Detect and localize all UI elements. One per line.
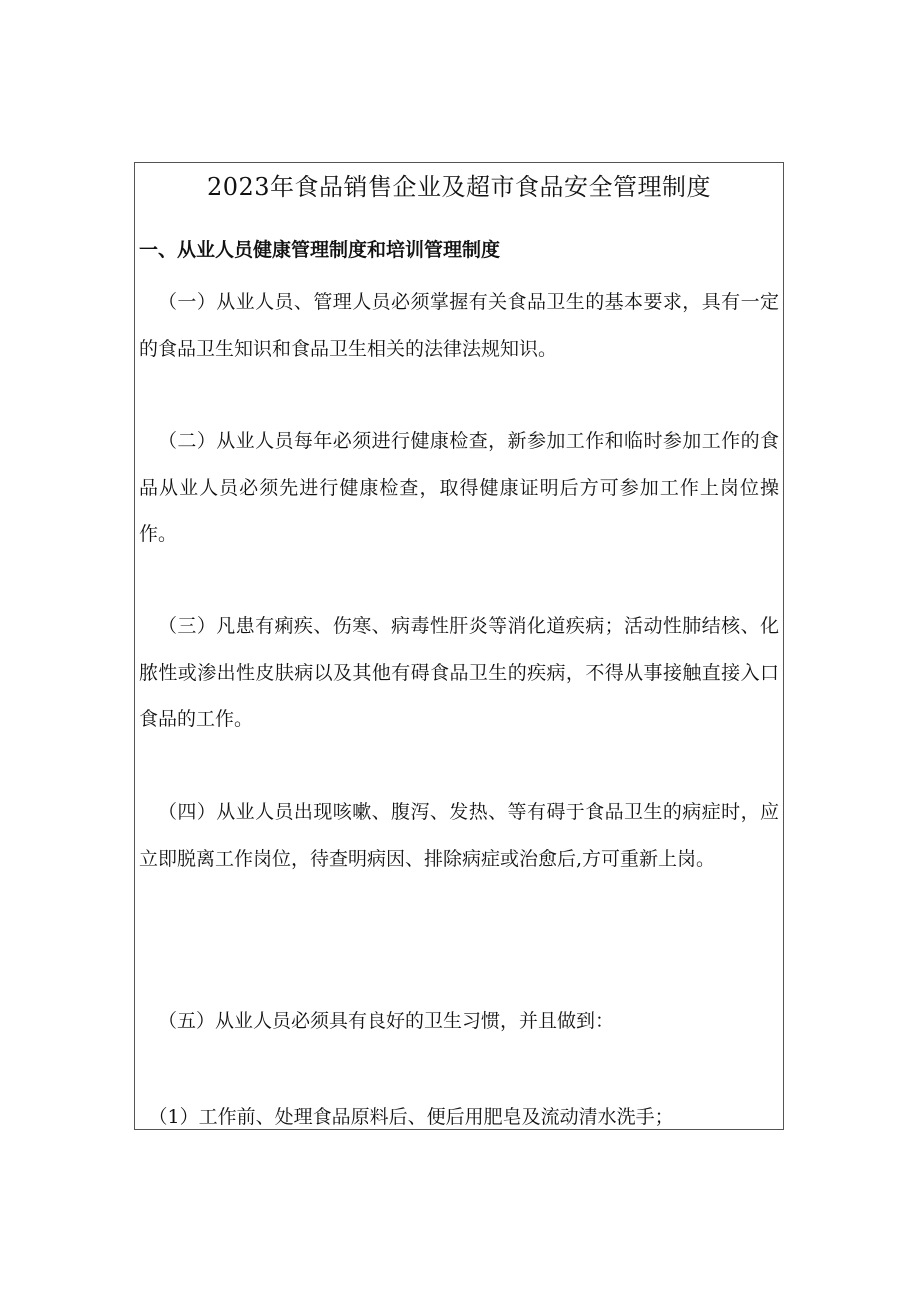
paragraph-5: （五）从业人员必须具有良好的卫生习惯，并且做到： bbox=[158, 1010, 615, 1032]
section-heading: 一、从业人员健康管理制度和培训管理制度 bbox=[139, 239, 501, 261]
document-title: 2023年食品销售企业及超市食品安全管理制度 bbox=[206, 173, 712, 201]
document-frame bbox=[134, 162, 784, 1130]
paragraph-4: （四）从业人员出现咳嗽、腹泻、发热、等有碍于食品卫生的病症时，应立即脱离工作岗位，待查明病因、排除病症或治愈后,方可重新上岗。 bbox=[139, 801, 779, 870]
paragraph-1: （一）从业人员、管理人员必须掌握有关食品卫生的基本要求，具有一定的食品卫生知识和食品卫生相关的法律法规知识。 bbox=[139, 291, 779, 360]
paragraph-2: （二）从业人员每年必须进行健康检查，新参加工作和临时参加工作的食品从业人员必须先进行健康检查，取得健康证明后方可参加工作上岗位操作。 bbox=[139, 430, 779, 545]
paragraph-3: （三）凡患有痢疾、伤寒、病毒性肝炎等消化道疾病；活动性肺结核、化脓性或渗出性皮肤病以及其他有碍食品卫生的疾病，不得从事接触直接入口食品的工作。 bbox=[139, 615, 779, 730]
paragraph-6: （1）工作前、处理食品原料后、便后用肥皂及流动清水洗手； bbox=[148, 1106, 674, 1128]
